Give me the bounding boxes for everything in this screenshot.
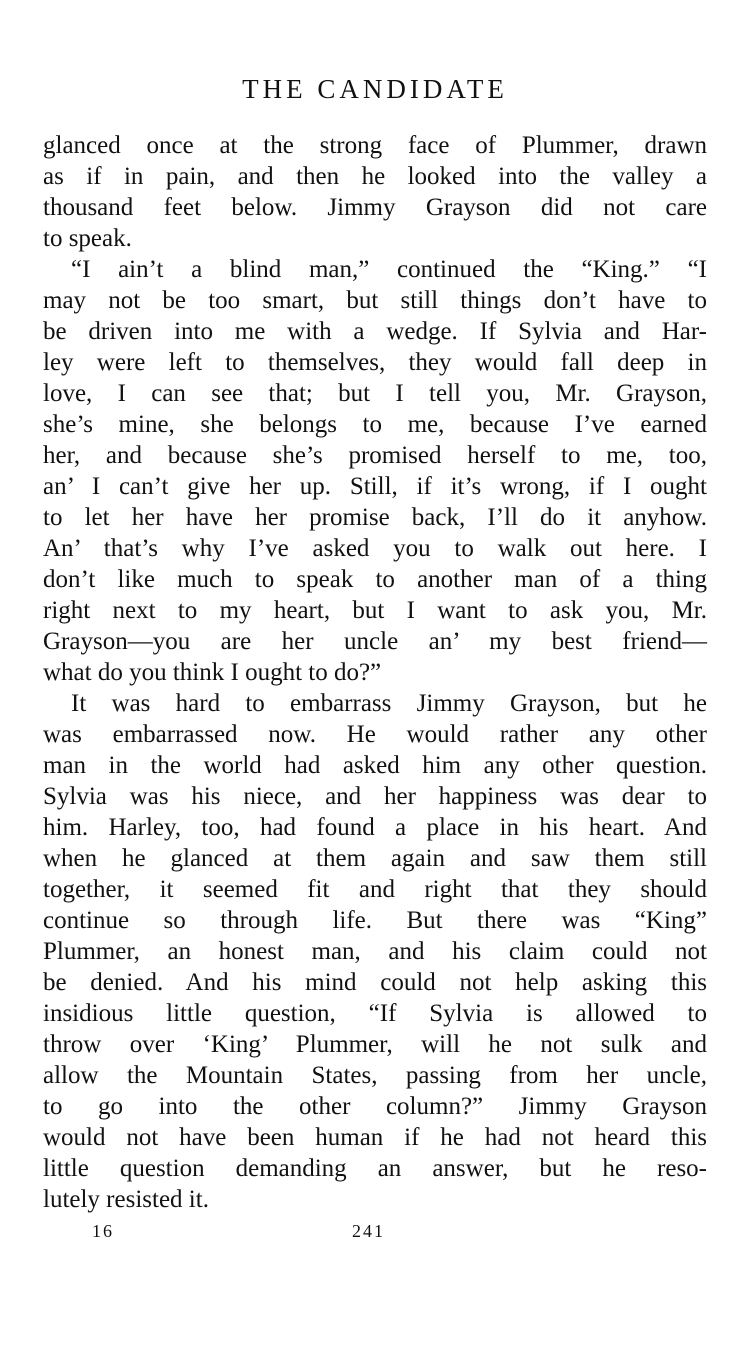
- text-line: ley were left to themselves, they would fall deep in: [43, 349, 707, 376]
- text-line: throw over ‘King’ Plummer, will he not sulk and: [43, 1031, 707, 1058]
- text-line: was embarrassed now. He would rather any other: [43, 721, 707, 748]
- text-line: she’s mine, she belongs to me, because I’ve earned: [43, 411, 707, 438]
- text-line: Plummer, an honest man, and his claim could not: [43, 938, 707, 965]
- text-line: thousand feet below. Jimmy Grayson did not care: [43, 194, 707, 221]
- text-line: little question demanding an answer, but he reso-: [43, 1155, 707, 1182]
- text-line: right next to my heart, but I want to ask you, Mr.: [43, 597, 707, 624]
- text-line: don’t like much to speak to another man of a thing: [43, 566, 707, 593]
- text-line: allow the Mountain States, passing from her uncle,: [43, 1062, 707, 1089]
- text-line: insidious little question, “If Sylvia is allowed to: [43, 1000, 707, 1027]
- text-line: “I ain’t a blind man,” continued the “King.” “I: [71, 256, 707, 283]
- text-line: man in the world had asked him any other question.: [43, 752, 707, 779]
- text-line: An’ that’s why I’ve asked you to walk out here. I: [43, 535, 707, 562]
- text-line: glanced once at the strong face of Plummer, drawn: [43, 132, 707, 159]
- text-line: to speak.: [43, 225, 132, 252]
- text-line: be driven into me with a wedge. If Sylvia and Har-: [43, 318, 707, 345]
- text-line: would not have been human if he had not heard this: [43, 1124, 707, 1151]
- running-head: THE CANDIDATE: [242, 74, 508, 104]
- text-line: be denied. And his mind could not help asking this: [43, 969, 707, 996]
- text-line: lutely resisted it.: [43, 1186, 209, 1213]
- text-line: love, I can see that; but I tell you, Mr. Grayson,: [43, 380, 707, 407]
- text-line: her, and because she’s promised herself to me, too,: [43, 442, 707, 469]
- text-line: together, it seemed fit and right that they should: [43, 876, 707, 903]
- text-line: to go into the other column?” Jimmy Grayson: [43, 1093, 707, 1120]
- body-text: [43, 130, 707, 1215]
- text-line: It was hard to embarrass Jimmy Grayson, but he: [71, 690, 707, 717]
- text-line: continue so through life. But there was “King”: [43, 907, 707, 934]
- text-line: what do you think I ought to do?”: [43, 659, 382, 686]
- text-line: to let her have her promise back, I’ll do it anyhow.: [43, 504, 707, 531]
- text-line: when he glanced at them again and saw them still: [43, 845, 707, 872]
- page-number: 241: [352, 1221, 385, 1241]
- text-line: may not be too smart, but still things don’t have to: [43, 287, 707, 314]
- text-line: Grayson—you are her uncle an’ my best friend—: [43, 628, 707, 655]
- text-line: Sylvia was his niece, and her happiness was dear to: [43, 783, 707, 810]
- signature-mark: 16: [92, 1221, 114, 1241]
- text-line: as if in pain, and then he looked into the valley a: [43, 163, 707, 190]
- text-line: an’ I can’t give her up. Still, if it’s wrong, if I ought: [43, 473, 707, 500]
- text-line: him. Harley, too, had found a place in his heart. And: [43, 814, 707, 841]
